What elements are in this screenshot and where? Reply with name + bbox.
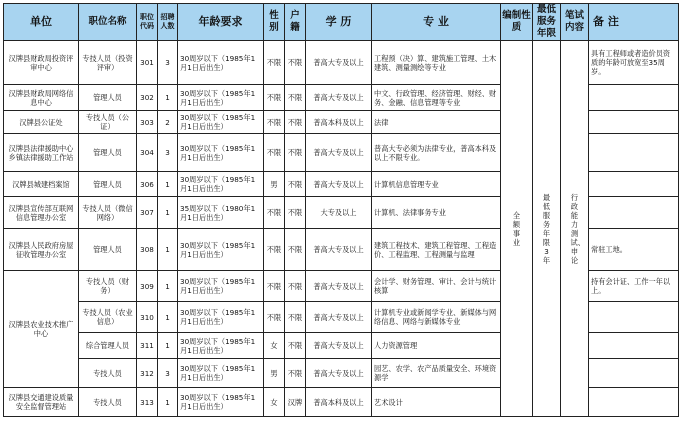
cell-count: 3	[158, 41, 178, 85]
cell-unit: 汉牌县财政局网络信息中心	[4, 85, 79, 111]
cell-remark: 持有会计证、工作一年以上。	[589, 271, 679, 302]
cell-household: 不限	[285, 271, 306, 302]
cell-code: 311	[137, 333, 158, 359]
cell-major: 人力资源管理	[372, 333, 501, 359]
cell-education: 普高大专及以上	[306, 134, 372, 172]
cell-service-merged	[533, 41, 561, 417]
cell-education: 大专及以上	[306, 197, 372, 229]
cell-gender: 不限	[264, 85, 285, 111]
cell-code: 302	[137, 85, 158, 111]
cell-remark	[589, 134, 679, 172]
cell-count: 2	[158, 111, 178, 134]
cell-education: 普高大专及以上	[306, 271, 372, 302]
header-position: 职位名称	[79, 4, 137, 41]
cell-position: 管理人员	[79, 85, 137, 111]
cell-major: 计算机信息管理专业	[372, 172, 501, 197]
cell-education: 普高大专及以上	[306, 41, 372, 85]
header-exam: 笔试内容	[561, 4, 589, 41]
cell-remark	[589, 197, 679, 229]
cell-household: 不限	[285, 333, 306, 359]
header-nature: 编制性质	[501, 4, 533, 41]
cell-position: 专技人员	[79, 388, 137, 417]
cell-major: 普高大专必须为法律专业，普高本科及以上不限专业。	[372, 134, 501, 172]
cell-household: 汉牌	[285, 388, 306, 417]
cell-household: 不限	[285, 197, 306, 229]
cell-position: 管理人员	[79, 229, 137, 271]
cell-remark: 常驻工地。	[589, 229, 679, 271]
cell-major: 中文、行政管理、经济管理、财经、财务、金融、信息管理等专业	[372, 85, 501, 111]
cell-education: 普高大专及以上	[306, 85, 372, 111]
cell-remark	[589, 111, 679, 134]
header-remark: 备 注	[589, 4, 679, 41]
cell-count: 1	[158, 333, 178, 359]
cell-gender: 不限	[264, 41, 285, 85]
cell-remark	[589, 333, 679, 359]
cell-major: 建筑工程技术、建筑工程管理、工程造价、工程监理、工程测量与监理	[372, 229, 501, 271]
cell-count: 3	[158, 359, 178, 388]
cell-unit: 汉牌县法律援助中心乡镇法律援助工作站	[4, 134, 79, 172]
exam-value: 行政能力测试、申论	[570, 192, 585, 265]
cell-remark	[589, 85, 679, 111]
cell-age: 30周岁以下（1985年1月1日后出生）	[178, 271, 264, 302]
cell-age: 35周岁以下（1980年1月1日后出生）	[178, 197, 264, 229]
cell-major: 会计学、财务管理、审计、会计与统计核算	[372, 271, 501, 302]
cell-gender: 不限	[264, 229, 285, 271]
cell-count: 1	[158, 172, 178, 197]
cell-education: 普高大专及以上	[306, 359, 372, 388]
cell-code: 307	[137, 197, 158, 229]
cell-position: 专技人员（农业信息）	[79, 302, 137, 333]
cell-unit: 汉牌县公证处	[4, 111, 79, 134]
cell-code: 310	[137, 302, 158, 333]
header-age: 年龄要求	[178, 4, 264, 41]
cell-household: 不限	[285, 134, 306, 172]
cell-count: 1	[158, 85, 178, 111]
cell-position: 专技人员（公证）	[79, 111, 137, 134]
cell-count: 3	[158, 134, 178, 172]
cell-gender: 不限	[264, 302, 285, 333]
cell-gender: 不限	[264, 271, 285, 302]
service-value: 最低服务年限3年	[542, 192, 551, 265]
header-row	[4, 4, 679, 41]
cell-gender: 不限	[264, 111, 285, 134]
cell-code: 309	[137, 271, 158, 302]
cell-count: 1	[158, 388, 178, 417]
cell-gender: 不限	[264, 134, 285, 172]
cell-code: 308	[137, 229, 158, 271]
header-service: 最低服务年限	[533, 4, 561, 41]
cell-education: 普高大专及以上	[306, 172, 372, 197]
cell-remark: 具有工程师或者造价员资质的年龄可放宽至35周岁。	[589, 41, 679, 85]
header-household: 户籍	[285, 4, 306, 41]
header-code: 职位代码	[137, 4, 158, 41]
cell-household: 不限	[285, 229, 306, 271]
cell-age: 30周岁以下（1985年1月1日后出生）	[178, 333, 264, 359]
recruitment-table	[3, 3, 679, 417]
cell-major: 计算机专业或新闻学专业、新媒体与网络信息、网络与新媒体专业	[372, 302, 501, 333]
cell-education: 普高大专及以上	[306, 302, 372, 333]
cell-remark	[589, 388, 679, 417]
cell-count: 1	[158, 229, 178, 271]
cell-unit: 汉牌县人民政府房屋征收管理办公室	[4, 229, 79, 271]
cell-nature-merged	[501, 41, 533, 417]
cell-education: 普高大专及以上	[306, 229, 372, 271]
cell-count: 1	[158, 271, 178, 302]
cell-household: 不限	[285, 41, 306, 85]
cell-household: 不限	[285, 85, 306, 111]
cell-position: 综合管理人员	[79, 333, 137, 359]
cell-age: 30周岁以下（1985年1月1日后出生）	[178, 134, 264, 172]
cell-position: 专技人员（财务）	[79, 271, 137, 302]
cell-code: 301	[137, 41, 158, 85]
cell-unit: 汉牌县财政局投资评审中心	[4, 41, 79, 85]
cell-position: 专技人员	[79, 359, 137, 388]
cell-remark	[589, 172, 679, 197]
cell-age: 30周岁以下（1985年1月1日后出生）	[178, 388, 264, 417]
table-row	[4, 41, 679, 85]
cell-code: 312	[137, 359, 158, 388]
cell-household: 不限	[285, 172, 306, 197]
cell-count: 1	[158, 197, 178, 229]
cell-position: 管理人员	[79, 134, 137, 172]
cell-education: 普高本科及以上	[306, 111, 372, 134]
cell-position: 管理人员	[79, 172, 137, 197]
cell-age: 30周岁以下（1985年1月1日后出生）	[178, 41, 264, 85]
cell-remark	[589, 359, 679, 388]
cell-major: 艺术设计	[372, 388, 501, 417]
cell-household: 不限	[285, 111, 306, 134]
cell-major: 工程预（决）算、建筑施工管理、土木建筑、测量测绘等专业	[372, 41, 501, 85]
cell-count: 1	[158, 302, 178, 333]
cell-major: 计算机、法律事务专业	[372, 197, 501, 229]
header-count: 招聘人数	[158, 4, 178, 41]
cell-exam-merged	[561, 41, 589, 417]
cell-household: 不限	[285, 302, 306, 333]
header-unit: 单位	[4, 4, 79, 41]
cell-age: 30周岁以下（1985年1月1日后出生）	[178, 172, 264, 197]
cell-gender: 男	[264, 172, 285, 197]
cell-unit: 汉牌县城建档案馆	[4, 172, 79, 197]
cell-unit: 汉牌县交通建设质量安全监督管理站	[4, 388, 79, 417]
cell-unit: 汉牌县宣传部互联网信息管理办公室	[4, 197, 79, 229]
cell-age: 30周岁以下（1985年1月1日后出生）	[178, 359, 264, 388]
cell-gender: 不限	[264, 197, 285, 229]
cell-gender: 女	[264, 388, 285, 417]
cell-major: 园艺、农学、农产品质量安全、环境资源学	[372, 359, 501, 388]
nature-value: 全额事业	[512, 210, 521, 247]
header-major: 专 业	[372, 4, 501, 41]
header-gender: 性别	[264, 4, 285, 41]
cell-household: 不限	[285, 359, 306, 388]
cell-age: 30周岁以下（1985年1月1日后出生）	[178, 111, 264, 134]
cell-code: 304	[137, 134, 158, 172]
cell-unit-merged: 汉牌县农业技术推广中心	[4, 271, 79, 388]
cell-major: 法律	[372, 111, 501, 134]
cell-age: 30周岁以下（1985年1月1日后出生）	[178, 229, 264, 271]
cell-gender: 男	[264, 359, 285, 388]
cell-code: 306	[137, 172, 158, 197]
cell-position: 专技人员（投资评审）	[79, 41, 137, 85]
cell-position: 专技人员（微信网络）	[79, 197, 137, 229]
cell-age: 30周岁以下（1985年1月1日后出生）	[178, 302, 264, 333]
cell-age: 30周岁以下（1985年1月1日后出生）	[178, 85, 264, 111]
cell-code: 303	[137, 111, 158, 134]
header-education: 学 历	[306, 4, 372, 41]
cell-code: 313	[137, 388, 158, 417]
cell-education: 普高本科及以上	[306, 388, 372, 417]
cell-remark	[589, 302, 679, 333]
cell-education: 普高大专及以上	[306, 333, 372, 359]
cell-gender: 女	[264, 333, 285, 359]
